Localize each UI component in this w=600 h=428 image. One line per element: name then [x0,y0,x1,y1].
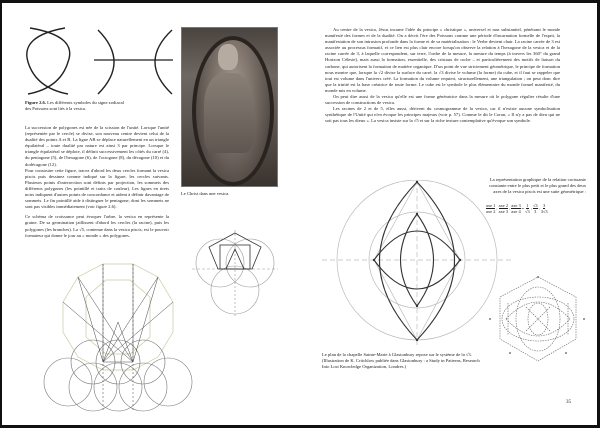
left-body-text [25,125,169,239]
right-paragraph: Les racines de 2 et de 5, elles aussi, dérivent du cosmogramme de la vesica, car il n'existe aucune symbolisation synthétique de l'Unité qui n'en évoque les principes majeurs (voir p. 57). Comme le dit le Coran, « Il n'y a pas de dieu qui ne soit pas tous les dieux ». La vesica insiste sur la √5 et sur la riche texture contemplative qu'évoque son symbole. [325,106,560,124]
figure-label: Figure 2.6. [25,100,46,105]
left-paragraph: Pour construire cette figure, tracez d'abord les deux cercles formant la vesica piscis puis dessinez comme indiqué sur la figure, les cercles suivants. Plusieurs points d'intersection sont définis par projection, les sommets des différents polygones (les pointillé et traits de couleur). Les lignes en tirets noirs indiquent d'autres points de concordance et aident à définir davantage de sommets. Le fin pointillé aide à distinguer le pentagone, dont les sommets ne sont pas visibles immédiatement (voir figure 2.6). [25,167,169,210]
left-paragraph: Ce schéma de croissance peut évoquer l'arbre, la vesica en représente la graine. De sa germination jaillissent d'abord les cercles (la racine), puis les polygones (les branches). La √5, contenue dans la vesica piscis, est le pouvoir formateur qui donne le jour au « monde » des polygones. [25,214,169,238]
figure-caption-text: Les différents symboles du signe zodiacal des Poissons sont liés à la vesica. [25,100,124,111]
page-number: 35 [566,400,571,405]
right-paragraph: On peut dire aussi de la vesica qu'elle est une forme génératrice dans la mesure où le polygone régulier résulte d'une succession de constructions de vesica. [325,94,560,106]
glastonbury-vesica-plan [322,180,512,345]
fraction: $\frac{1}{√3}$ [525,203,530,214]
fraction: $\frac{\text{axe 2}}{\text{axe 3}}$ [498,203,509,214]
fraction: $\frac{√3}{3}$ [532,203,538,214]
head-shape [218,44,238,70]
pisces-symbols-figure [20,22,180,100]
side-note: La représentation graphique de la relation croissante constante entre le plus petit et le plus grand des deux axes de la vesica piscis est une suite géométrique : [489,177,586,194]
fraction: $\frac{3}{3√3}$ [540,203,548,214]
plan-caption: Le plan de la chapelle Sainte-Marie à Glastonbury repose sur le système de la √3. (Illustration de K. Critchlow publiée dans Glastonbury : a Study in Patterns, Research Into Lost Knowledge Organization, Londres.) [322,352,480,369]
right-paragraph: Au centre de la vesica, Jésus incarne l'idée du principe « christique », universel et non substantiel, pénétrant le monde manifesté des formes et de la dualité. On a décrit l'ère des Poissons comme une période d'incarnation formelle de l'esprit, la manifestation de son intrusion profonde dans la forme et de sa matérialisation : le Verbe devient chair. La racine carrée de 3 est associée au processus formatif, et ce lien est plus clair encore lorsqu'on observe la relation à l'hexagone de la vesica et de la racine carrée de 3, à laquelle correspondent, sur terre, l'ordre de la mesure, la mesure du temps (à travers les 360° du grand Horizon Céleste), mais aussi la formation, essentielle, des cristaux de roche – et particulièrement des motifs de liaison du carbone, qui autorisent la formation de matière organique. D'un point de vue strictement géométrique, le principe de formation nous montre que, lorsque la √2 divise la surface du carré, la √3 divise le volume (la forme) du cube, et il faut se rappeler que tout est volume dans l'univers créé. La formation du volume requiert, structurellement, une triangulation ; on peut donc dire que la trinité est la base créatrice de toute forme. Le cube est le symbole le plus élémentaire du monde formel manifesté, du monde mis en volume. [325,27,560,93]
photo-caption: Le Christ dans une vesica. [181,191,230,196]
fraction: $\frac{\text{axe 3}}{\text{axe 4}}$ [511,203,521,214]
christ-vesica-photo [181,27,278,187]
geometric-series-formula: $\frac{\text{axe 1}}{\text{axe 2}}$ : $\frac{\text{axe 2}}{\text{axe 3}}$ : $\frac{\text{axe 3}}{\text{axe 4}}$ = $\frac{1}{√3}$ : $\frac{√3}{3}$ : $\frac{3}{3√3}$ [486,203,548,214]
polygon-growth-diagram [38,262,198,417]
fraction: $\frac{\text{axe 1}}{\text{axe 2}}$ [486,203,496,214]
robe-shape [204,73,254,153]
left-paragraph: La succession de polygones est née de la scission de l'unité. Lorsque l'unité (représentée par le cercle) se divise, son nouveau centre devient celui de la dualité des points A et B. La ligne AB se déplace naturellement en un triangle équilatéral – toute dualité par nature est ainsi 3 par principe. Lorsque le triangle équilatéral se déploie, il définit successivement les côtés du carré (4), du pentagone (5), de l'hexagone (6), de l'octogone (8), du décagone (10) et du dodécagone (12). [25,125,169,167]
figure-caption [25,100,130,112]
right-body-text [325,27,560,125]
pentagon-construction-diagram [190,225,280,320]
hexagonal-vesica-pattern [486,275,586,365]
